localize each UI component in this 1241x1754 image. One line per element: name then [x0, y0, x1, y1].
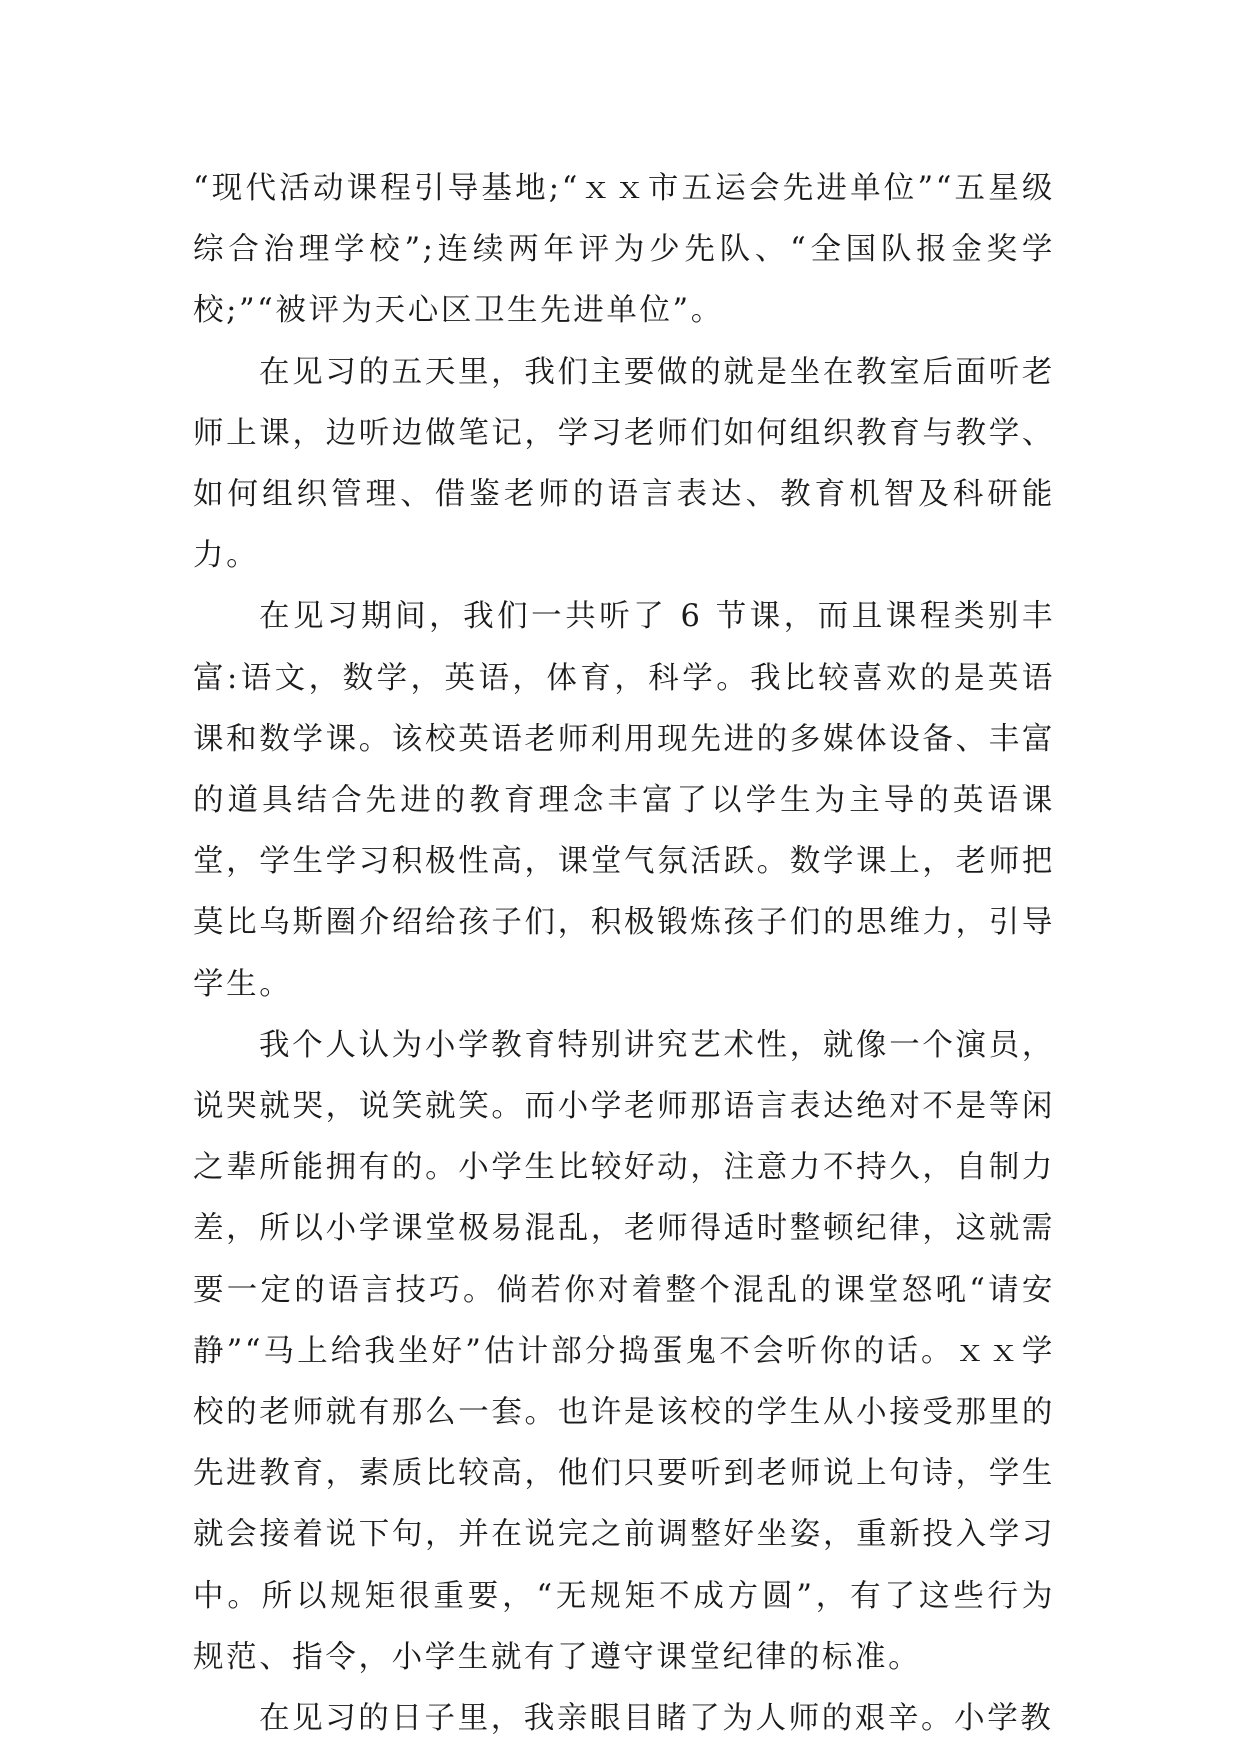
paragraph-5: 在见习的日子里，我亲眼目睹了为人师的艰辛。小学教 — [259, 1701, 1054, 1737]
paragraph-3: 在见习期间，我们一共听了 6 节课，而且课程类别丰富:语文，数学，英语，体育，科学。我比较喜欢的是英语课和数学课。该校英语老师利用现先进的多媒体设备、丰富的道具结合先进的教育理念丰富了以学生为主导的英语课堂，学生学习积极性高，课堂气氛活跃。数学课上，老师把莫比乌斯圈介绍给孩子们，积极锻炼孩子们的思维力，引导学生。 — [193, 599, 1055, 1002]
paragraph-1: “现代活动课程引导基地;“ｘｘ市五运会先进单位”“五星级综合治理学校”;连续两年评为少先队、“全国队报金奖学校;”“被评为天心区卫生先进单位”。 — [193, 171, 1055, 329]
document-body — [193, 158, 1055, 1749]
paragraph-4: 我个人认为小学教育特别讲究艺术性，就像一个演员，说哭就哭，说笑就笑。而小学老师那语言表达绝对不是等闲之辈所能拥有的。小学生比较好动，注意力不持久，自制力差，所以小学课堂极易混乱，老师得适时整顿纪律，这就需要一定的语言技巧。倘若你对着整个混乱的课堂怒吼“请安静”“马上给我坐好”估计部分捣蛋鬼不会听你的话。ｘｘ学校的老师就有那么一套。也许是该校的学生从小接受那里的先进教育，素质比较高，他们只要听到老师说上句诗，学生就会接着说下句，并在说完之前调整好坐姿，重新投入学习中。所以规矩很重要，“无规矩不成方圆”，有了这些行为规范、指令，小学生就有了遵守课堂纪律的标准。 — [193, 1027, 1055, 1675]
paragraph-2: 在见习的五天里，我们主要做的就是坐在教室后面听老师上课，边听边做笔记，学习老师们如何组织教育与教学、如何组织管理、借鉴老师的语言表达、教育机智及科研能力。 — [193, 354, 1055, 574]
